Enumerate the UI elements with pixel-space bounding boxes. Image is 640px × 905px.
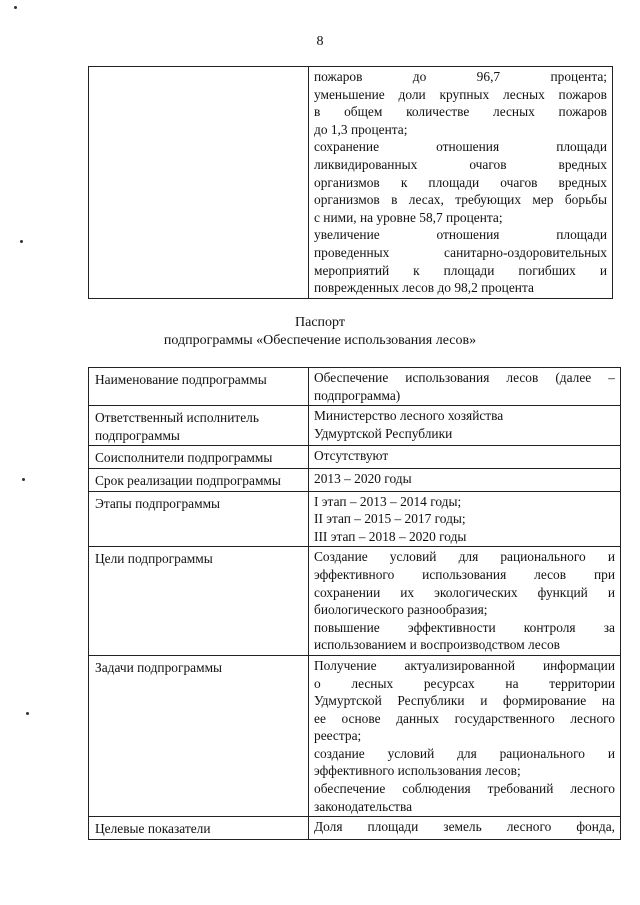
passport-title: Паспорт xyxy=(295,315,345,330)
passport-heading xyxy=(0,314,640,350)
text-line: увеличение отношения площади xyxy=(314,227,607,243)
scan-mark xyxy=(14,6,17,9)
row-label: Ответственный исполнитель подпрограммы xyxy=(89,406,309,446)
row-label: Наименование подпрограммы xyxy=(89,368,309,406)
row-value: I этап – 2013 – 2014 годы; II этап – 2015 – 2017 годы; III этап – 2018 – 2020 годы xyxy=(309,491,621,547)
table-cell-label xyxy=(89,67,309,299)
table-row xyxy=(89,817,621,840)
table-row xyxy=(89,67,613,299)
text-line: проведенных санитарно-оздоровительных xyxy=(314,244,607,260)
row-value: 2013 – 2020 годы xyxy=(309,468,621,491)
text-line: до 1,3 процента; xyxy=(314,121,408,137)
row-label: Целевые показатели xyxy=(89,817,309,840)
table-row xyxy=(89,406,621,446)
text-line: мероприятий к площади погибших и xyxy=(314,262,607,278)
table-cell-value xyxy=(309,67,613,299)
row-value: Министерство лесного хозяйства Удмуртской Республики xyxy=(309,406,621,446)
scan-mark xyxy=(22,478,25,481)
row-label: Цели подпрограммы xyxy=(89,547,309,656)
table-row xyxy=(89,368,621,406)
continuation-table xyxy=(88,66,613,299)
scan-mark xyxy=(26,712,29,715)
row-label: Соисполнители подпрограммы xyxy=(89,446,309,469)
row-label: Задачи подпрограммы xyxy=(89,655,309,816)
table-row xyxy=(89,655,621,816)
row-label: Этапы подпрограммы xyxy=(89,491,309,547)
text-line: сохранение отношения площади xyxy=(314,139,607,155)
text-line: поврежденных лесов до 98,2 процента xyxy=(314,280,534,296)
scan-mark xyxy=(20,240,23,243)
text-line: ликвидированных очагов вредных xyxy=(314,156,607,172)
table-row xyxy=(89,547,621,656)
text-line: организмов в лесах, требующих мер борьбы xyxy=(314,192,607,208)
table-row xyxy=(89,446,621,469)
row-value: Получение актуализированной информации о лесных ресурсах на территории Удмуртской Республики и формирование на ее основе данных государственного лесного реестра; создание условий для рационального и эффективного использования лесов; обеспечение соблюдения требований лесного законодательства xyxy=(309,655,621,816)
row-value: Обеспечение использования лесов (далее – подпрограмма) xyxy=(309,368,621,406)
table-row xyxy=(89,468,621,491)
passport-subtitle: подпрограммы «Обеспечение использования лесов» xyxy=(163,333,477,348)
text-line: с ними, на уровне 58,7 процента; xyxy=(314,209,503,225)
row-value: Доля площади земель лесного фонда, xyxy=(309,817,621,840)
text-line: организмов к площади очагов вредных xyxy=(314,174,607,190)
text-line: пожаров до 96,7 процента; xyxy=(314,69,607,84)
row-value: Создание условий для рационального и эффективного использования лесов при сохранении их экологических функций и биологического разнообразия; повышение эффективности контроля за использованием и воспроизводством лесов xyxy=(309,547,621,656)
text-line: в общем количестве лесных пожаров xyxy=(314,104,607,120)
passport-table xyxy=(88,367,621,840)
table-row xyxy=(89,491,621,547)
row-label: Срок реализации подпрограммы xyxy=(89,468,309,491)
row-value: Отсутствуют xyxy=(309,446,621,469)
text-line: уменьшение доли крупных лесных пожаров xyxy=(314,86,607,102)
page-number: 8 xyxy=(316,34,324,49)
